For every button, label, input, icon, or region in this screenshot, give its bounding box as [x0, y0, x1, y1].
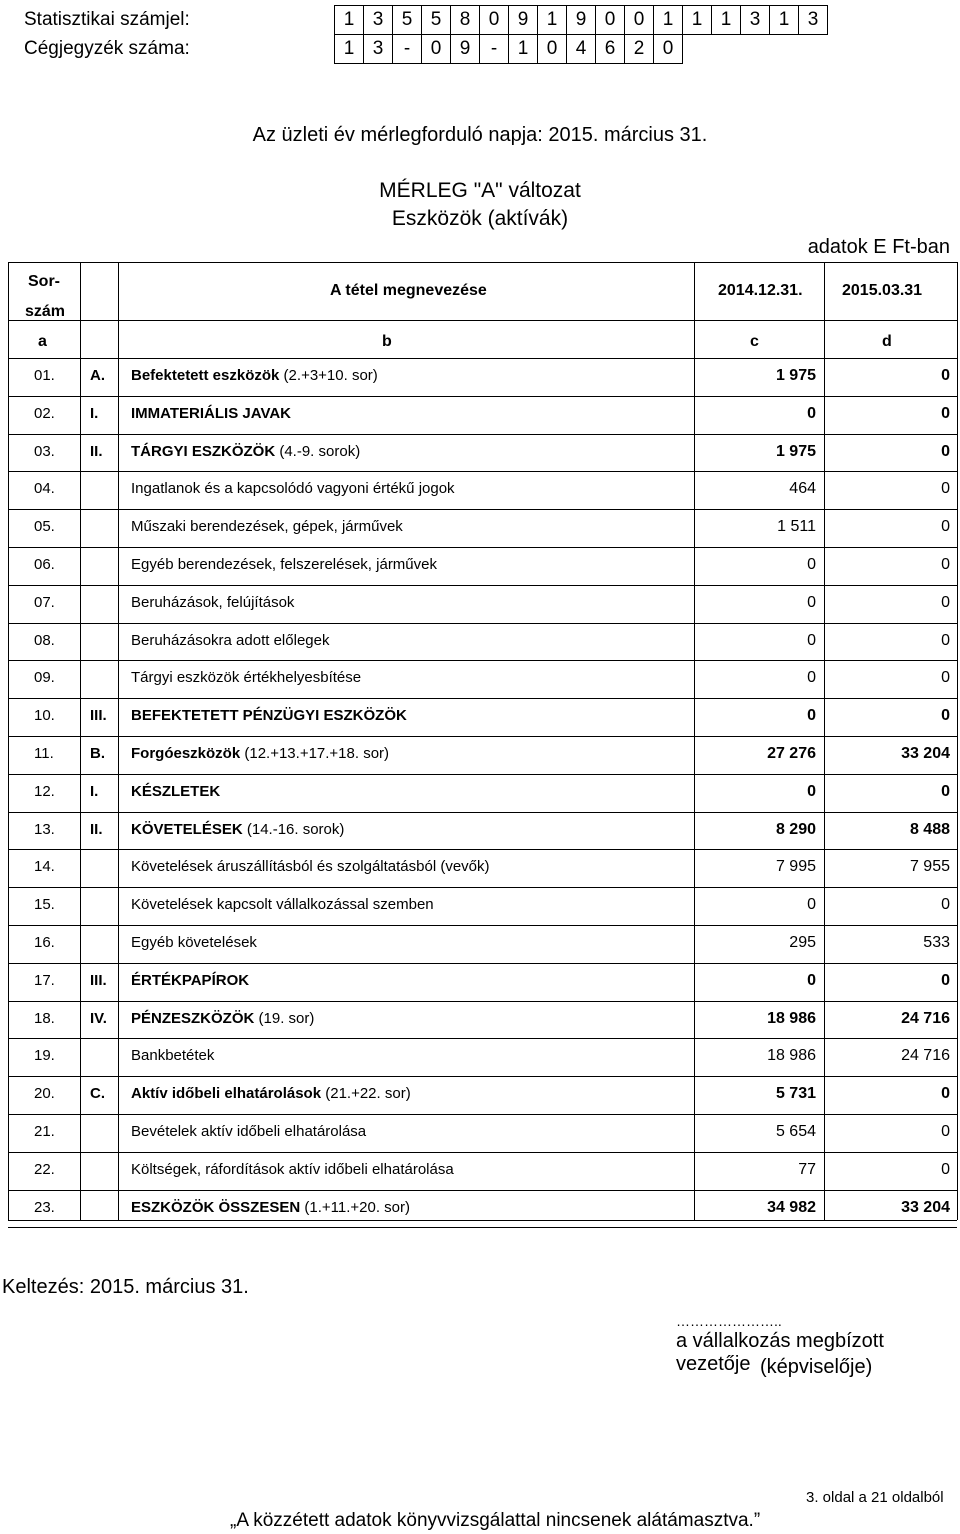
row-value-curr: 33 204: [901, 745, 950, 762]
audit-note: „A közzétett adatok könyvvizsgálattal nincsenek alátámasztva.”: [230, 1510, 761, 1531]
row-number: 18.: [34, 1009, 55, 1027]
row-value-prev: 5 731: [775, 1085, 816, 1103]
row-number: 22.: [34, 1160, 55, 1178]
stat-number-label: Statisztikai számjel:: [24, 9, 190, 30]
reg-digit: -: [393, 35, 422, 64]
row-label-main: ESZKÖZÖK ÖSSZESEN: [131, 1198, 301, 1216]
row-roman: I.: [90, 782, 99, 800]
row-label-detail: (12.+13.+17.+18. sor): [240, 745, 390, 762]
col-letter-a: a: [38, 333, 47, 350]
row-value-curr: 0: [941, 971, 950, 989]
grid-line: [8, 585, 957, 586]
row-number: 07.: [34, 593, 55, 611]
row-value-prev: 0: [807, 404, 816, 422]
grid-line: [824, 262, 825, 1220]
row-roman: II.: [90, 442, 103, 460]
page-number: 3. oldal a 21 oldalból: [806, 1489, 944, 1506]
page-subtitle: Eszközök (aktívák): [391, 207, 569, 230]
reg-digit: 1: [335, 35, 364, 64]
row-value-prev: 18 986: [767, 1047, 816, 1065]
grid-line: [8, 1227, 957, 1228]
reg-digit: 3: [364, 35, 393, 64]
col-header-curr: 2015.03.31: [842, 282, 923, 299]
grid-line: [8, 547, 957, 548]
stat-digit: 1: [683, 6, 712, 35]
stat-digit: 3: [799, 6, 828, 35]
row-number: 11.: [34, 745, 54, 762]
stat-digit: 5: [393, 6, 422, 35]
grid-line: [8, 262, 957, 263]
row-value-curr: 0: [941, 442, 950, 460]
row-label: [131, 1046, 214, 1066]
row-value-prev: 27 276: [767, 745, 816, 762]
row-number: 09.: [34, 669, 55, 687]
row-label-detail: Tárgyi eszközök értékhelyesbítése: [131, 669, 362, 687]
row-value-curr: 0: [941, 782, 950, 800]
row-roman: B.: [90, 745, 105, 762]
row-value-curr: 533: [923, 934, 950, 951]
row-number: 15.: [34, 896, 55, 914]
row-label-detail: (2.+3+10. sor): [279, 367, 378, 384]
row-label-detail: Egyéb követelések: [131, 934, 257, 951]
row-label: [131, 971, 249, 991]
reg-digit: 1: [509, 35, 538, 64]
row-label: [131, 1009, 314, 1029]
row-value-curr: 0: [941, 1085, 950, 1103]
row-value-prev: 1 975: [775, 367, 816, 384]
col-letter-b: b: [382, 333, 392, 350]
col-header-szam: szám: [25, 303, 66, 320]
unit-label: adatok E Ft-ban: [807, 236, 950, 258]
row-label: [131, 706, 407, 726]
row-label: [131, 517, 403, 537]
row-label-detail: (1.+11.+20. sor): [300, 1198, 410, 1216]
page-title: MÉRLEG "A" változat: [379, 179, 581, 202]
row-label-detail: Ingatlanok és a kapcsolódó vagyoni értékű jogok: [131, 480, 455, 498]
grid-line: [8, 471, 957, 472]
row-roman: III.: [90, 707, 107, 725]
grid-line: [8, 698, 957, 699]
grid-line: [8, 623, 957, 624]
row-value-prev: 0: [807, 971, 816, 989]
row-value-prev: 0: [807, 669, 816, 687]
row-label: [131, 631, 329, 651]
grid-line: [8, 509, 957, 510]
grid-line: [8, 320, 957, 321]
row-value-curr: 0: [941, 518, 950, 536]
row-label: [131, 782, 220, 802]
grid-line: [8, 963, 957, 964]
grid-line: [8, 396, 957, 397]
row-value-prev: 1 511: [777, 518, 816, 536]
row-label-main: PÉNZESZKÖZÖK: [131, 1009, 255, 1027]
signature-dots: …………………..: [676, 1313, 782, 1329]
stat-digit: 1: [335, 6, 364, 35]
grid-line: [8, 1076, 957, 1077]
row-label-detail: Követelések áruszállításból és szolgáltatásból (vevők): [131, 858, 490, 876]
row-label: [131, 1122, 366, 1142]
reg-digit: 2: [625, 35, 654, 64]
stat-digit: 0: [480, 6, 509, 35]
row-number: 10.: [34, 707, 55, 725]
row-roman: I.: [90, 404, 99, 422]
row-label: [131, 857, 490, 877]
row-label: [131, 744, 389, 764]
row-label-main: Befektetett eszközök: [131, 367, 280, 384]
row-value-curr: 24 716: [901, 1009, 950, 1027]
row-value-curr: 0: [941, 593, 950, 611]
row-label: [131, 1084, 411, 1104]
grid-line: [118, 262, 119, 1220]
row-value-prev: 464: [789, 480, 816, 498]
balance-date: Az üzleti év mérlegforduló napja: 2015. március 31.: [252, 124, 708, 146]
registry-number-grid: [334, 34, 683, 64]
row-value-curr: 0: [941, 556, 950, 573]
row-number: 21.: [34, 1123, 55, 1140]
stat-digit: 1: [538, 6, 567, 35]
row-value-prev: 5 654: [775, 1123, 816, 1140]
row-number: 04.: [34, 480, 55, 498]
row-value-prev: 0: [807, 707, 816, 725]
grid-line: [8, 774, 957, 775]
row-value-curr: 0: [941, 367, 950, 384]
row-label-detail: Követelések kapcsolt vállalkozással szemben: [131, 896, 434, 914]
row-value-prev: 0: [807, 782, 816, 800]
date-line: Keltezés: 2015. március 31.: [2, 1276, 249, 1298]
grid-line: [8, 434, 957, 435]
col-header-prev: 2014.12.31.: [718, 282, 803, 299]
stat-digit: 1: [770, 6, 799, 35]
row-label-detail: Beruházásokra adott előlegek: [131, 631, 330, 649]
row-value-prev: 0: [807, 631, 816, 649]
grid-line: [8, 1038, 957, 1039]
reg-digit: 0: [538, 35, 567, 64]
row-roman: A.: [90, 367, 105, 384]
row-value-prev: 77: [798, 1160, 816, 1178]
grid-line: [8, 849, 957, 850]
stat-digit: 1: [712, 6, 741, 35]
stat-digit: 9: [509, 6, 538, 35]
row-number: 17.: [34, 971, 55, 989]
row-label-main: ÉRTÉKPAPÍROK: [131, 971, 250, 989]
row-number: 19.: [34, 1047, 55, 1065]
row-label: [131, 404, 291, 424]
signer-role: (képviselője): [760, 1356, 873, 1378]
stat-number-grid: [334, 5, 828, 35]
row-label-main: TÁRGYI ESZKÖZÖK: [131, 442, 276, 460]
row-value-prev: 34 982: [767, 1198, 816, 1216]
row-value-prev: 7 995: [775, 858, 816, 876]
row-number: 12.: [34, 782, 55, 800]
row-number: 23.: [34, 1198, 55, 1216]
row-label-detail: Műszaki berendezések, gépek, járművek: [131, 518, 403, 536]
row-roman: IV.: [90, 1009, 107, 1027]
row-number: 16.: [34, 934, 55, 951]
row-label: [131, 593, 294, 613]
row-number: 20.: [34, 1085, 55, 1103]
grid-line: [694, 262, 695, 1220]
row-value-prev: 0: [807, 556, 816, 573]
col-letter-c: c: [750, 333, 759, 350]
row-value-curr: 24 716: [901, 1047, 950, 1065]
row-label-detail: Költségek, ráfordítások aktív időbeli elhatárolása: [131, 1160, 454, 1178]
row-label: [131, 895, 434, 915]
row-label: [131, 933, 257, 953]
row-label: [131, 820, 344, 840]
grid-line: [80, 262, 81, 1220]
row-value-curr: 8 488: [909, 820, 950, 838]
row-label: [131, 555, 437, 575]
reg-digit: 9: [451, 35, 480, 64]
row-number: 03.: [34, 442, 55, 460]
row-value-curr: 0: [941, 1160, 950, 1178]
row-label-detail: (14.-16. sorok): [242, 820, 345, 838]
row-label-detail: (19. sor): [254, 1009, 315, 1027]
row-roman: C.: [90, 1085, 105, 1103]
row-value-prev: 0: [807, 896, 816, 914]
stat-digit: 1: [654, 6, 683, 35]
row-value-curr: 0: [941, 669, 950, 687]
stat-digit: 5: [422, 6, 451, 35]
row-number: 02.: [34, 404, 55, 422]
row-value-prev: 295: [789, 934, 816, 951]
row-number: 13.: [34, 820, 55, 838]
grid-line: [8, 1001, 957, 1002]
grid-line: [8, 1152, 957, 1153]
row-value-prev: 0: [807, 593, 816, 611]
row-label: [131, 1198, 410, 1218]
row-value-prev: 18 986: [767, 1009, 816, 1027]
row-value-curr: 33 204: [901, 1198, 950, 1216]
row-label-detail: Bevételek aktív időbeli elhatárolása: [131, 1123, 367, 1140]
grid-line: [8, 358, 957, 359]
row-label-detail: Beruházások, felújítások: [131, 593, 295, 611]
stat-digit: 3: [741, 6, 770, 35]
row-roman: II.: [90, 820, 103, 838]
reg-digit: 6: [596, 35, 625, 64]
row-number: 06.: [34, 556, 55, 573]
row-label-main: KÉSZLETEK: [131, 782, 221, 800]
signer-title: a vállalkozás megbízott vezetője: [676, 1330, 884, 1375]
row-label-main: KÖVETELÉSEK: [131, 820, 243, 838]
row-value-curr: 0: [941, 631, 950, 649]
row-label-main: Forgóeszközök: [131, 745, 241, 762]
col-letter-d: d: [882, 333, 892, 350]
grid-line: [8, 1114, 957, 1115]
reg-digit: 0: [422, 35, 451, 64]
row-label-detail: Egyéb berendezések, felszerelések, járművek: [131, 556, 437, 573]
row-label-detail: (21.+22. sor): [321, 1085, 411, 1103]
stat-digit: 9: [567, 6, 596, 35]
row-label-main: Aktív időbeli elhatárolások: [131, 1085, 322, 1103]
row-value-prev: 1 975: [775, 442, 816, 460]
col-header-sor: Sor-: [28, 273, 60, 290]
row-roman: III.: [90, 971, 107, 989]
row-label: [131, 442, 360, 462]
grid-line: [8, 736, 957, 737]
row-value-curr: 0: [941, 1123, 950, 1140]
grid-line: [8, 1190, 957, 1191]
reg-digit: 4: [567, 35, 596, 64]
grid-line: [957, 262, 958, 1220]
stat-digit: 8: [451, 6, 480, 35]
row-label: [131, 668, 361, 688]
row-number: 08.: [34, 631, 55, 649]
row-label-detail: (4.-9. sorok): [275, 442, 361, 460]
reg-digit: 0: [654, 35, 683, 64]
row-label-main: BEFEKTETETT PÉNZÜGYI ESZKÖZÖK: [131, 707, 407, 725]
row-value-curr: 0: [941, 404, 950, 422]
row-label: [131, 1160, 454, 1180]
grid-line: [8, 660, 957, 661]
grid-line: [8, 262, 9, 1220]
stat-digit: 0: [596, 6, 625, 35]
row-label: [131, 479, 455, 499]
row-number: 05.: [34, 518, 55, 536]
row-number: 14.: [34, 858, 55, 876]
stat-digit: 3: [364, 6, 393, 35]
stat-digit: 0: [625, 6, 654, 35]
row-value-curr: 0: [941, 480, 950, 498]
row-value-curr: 0: [941, 896, 950, 914]
row-label-main: IMMATERIÁLIS JAVAK: [131, 404, 291, 422]
grid-line: [8, 887, 957, 888]
col-header-name: A tétel megnevezése: [330, 282, 487, 299]
row-label-detail: Bankbetétek: [131, 1047, 215, 1065]
row-value-prev: 8 290: [775, 820, 816, 838]
row-value-curr: 0: [941, 707, 950, 725]
grid-line: [8, 925, 957, 926]
row-number: 01.: [34, 367, 55, 384]
grid-line: [8, 1220, 957, 1221]
row-label: [131, 366, 378, 386]
row-value-curr: 7 955: [909, 858, 950, 876]
reg-digit: -: [480, 35, 509, 64]
grid-line: [8, 812, 957, 813]
registry-number-label: Cégjegyzék száma:: [24, 38, 190, 59]
